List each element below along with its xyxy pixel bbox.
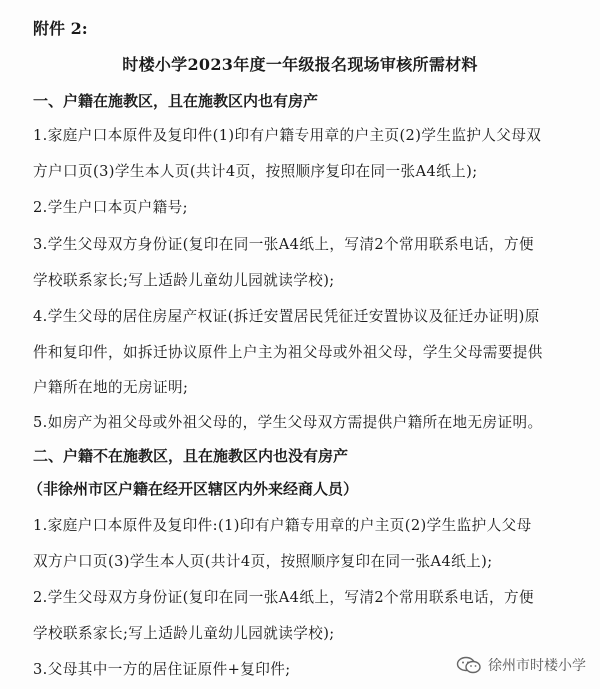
section-2-line: 学校联系家长;写上适龄儿童幼儿园就读学校); xyxy=(33,625,335,642)
section-2-subheading: （非徐州市区户籍在经开区辖区内外来经商人员） xyxy=(28,480,359,498)
section-1-line: 3.学生父母双方身份证(复印在同一张A4纸上，写清2个常用联系电话，方便 xyxy=(33,236,534,253)
section-2-line: 双方户口页(3)学生本人页(共计4页，按照顺序复印在同一张A4纸上); xyxy=(33,553,493,570)
section-2-heading: 二、户籍不在施教区，且在施教区内也没有房产 xyxy=(33,447,349,465)
section-1-line: 1.家庭户口本原件及复印件(1)印有户籍专用章的户主页(2)学生监护人父母双 xyxy=(33,127,542,144)
section-2-line: 3.父母其中一方的居住证原件+复印件; xyxy=(33,661,291,678)
section-1-line: 学校联系家长;写上适龄儿童幼儿园就读学校); xyxy=(33,272,335,289)
watermark-text: 徐州市时楼小学 xyxy=(488,658,586,674)
section-1-line: 4.学生父母的居住房屋产权证(拆迁安置居民凭征迁安置协议及征迁办证明)原 xyxy=(33,308,540,325)
wechat-icon xyxy=(456,656,482,674)
section-1-line: 件和复印件，如拆迁协议原件上户主为祖父母或外祖父母，学生父母需要提供 xyxy=(33,344,543,361)
watermark xyxy=(456,655,586,675)
attachment-label: 附件 2: xyxy=(33,19,88,38)
section-1-line: 方户口页(3)学生本人页(共计4页，按照顺序复印在同一张A4纸上); xyxy=(33,163,478,180)
section-1-line: 5.如房产为祖父母或外祖父母的，学生父母双方需提供户籍所在地无房证明。 xyxy=(33,414,543,431)
section-1-line: 户籍所在地的无房证明; xyxy=(33,379,189,396)
section-1-line: 2.学生户口本页户籍号; xyxy=(33,199,188,216)
section-2-line: 1.家庭户口本原件及复印件:(1)印有户籍专用章的户主页(2)学生监护人父母 xyxy=(33,517,532,534)
section-2-line: 2.学生父母双方身份证(复印在同一张A4纸上，写清2个常用联系电话，方便 xyxy=(33,589,534,606)
document-title: 时楼小学2023年度一年级报名现场审核所需材料 xyxy=(122,55,478,74)
section-1-heading: 一、户籍在施教区，且在施教区内也有房产 xyxy=(33,92,319,110)
